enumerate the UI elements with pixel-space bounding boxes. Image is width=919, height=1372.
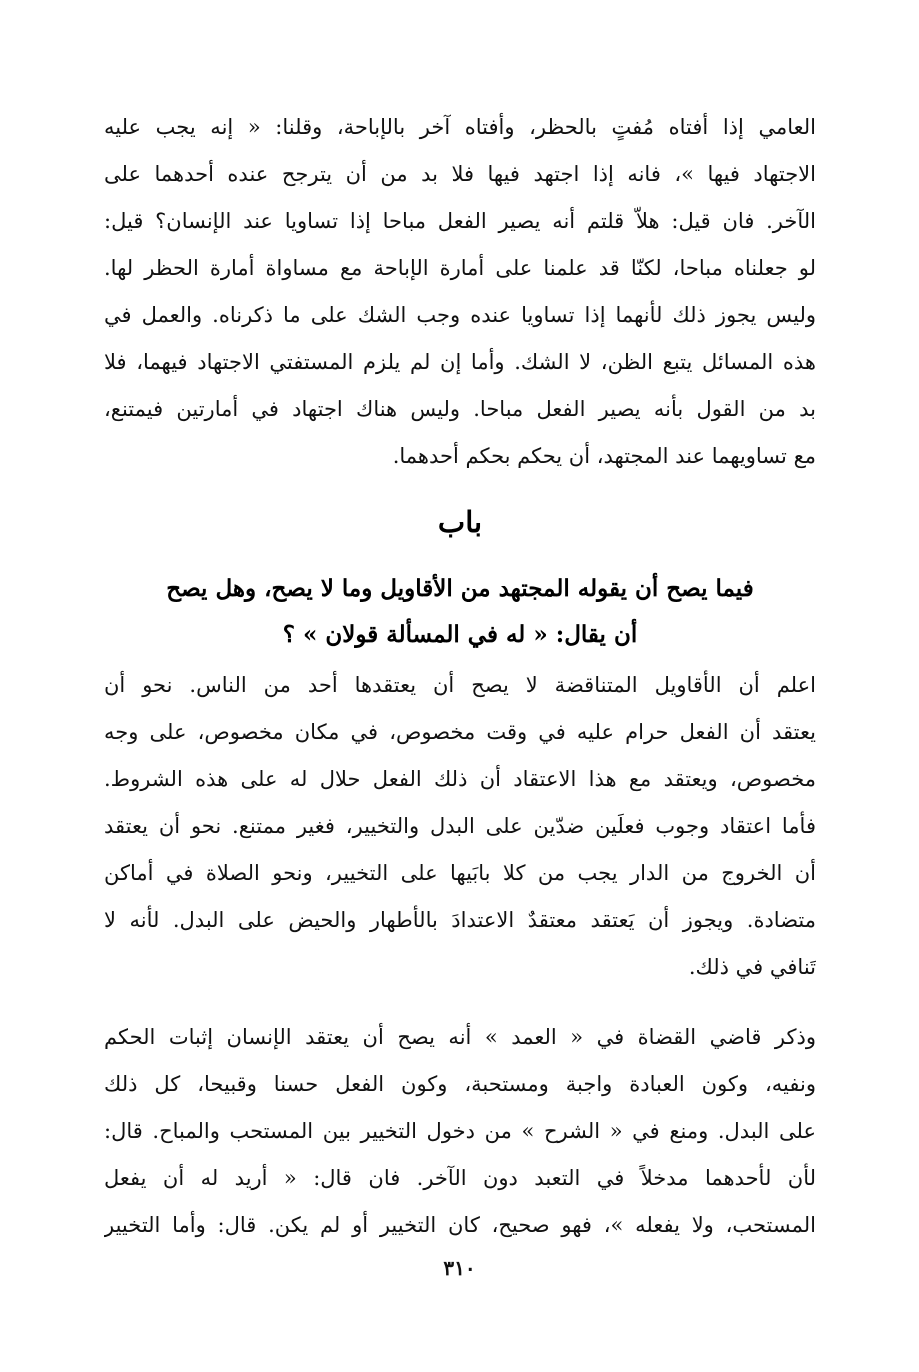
text-line: الاجتهاد فيها »، فانه إذا اجتهد فيها فلا بد من أن يترجح عنده أحدهما على xyxy=(104,162,816,186)
text-line: فأما اعتقاد وجوب فعلَين ضدّين على البدل والتخيير، فغير ممتنع. نحو أن يعتقد xyxy=(104,814,816,838)
text-line: الآخر. فان قيل: هلاّ قلتم أنه يصير الفعل مباحا إذا تساويا عند الإنسان؟ قيل: xyxy=(104,209,816,233)
text-line: مع تساويهما عند المجتهد، أن يحكم بحكم أحدهما. xyxy=(392,444,816,468)
text-line: اعلم أن الأقاويل المتناقضة لا يصح أن يعتقدها أحد من الناس. نحو أن xyxy=(104,673,816,697)
subtitle-line: فيما يصح أن يقوله المجتهد من الأقاويل وما لا يصح، وهل يصح xyxy=(166,575,754,602)
text-line: وليس يجوز ذلك لأنهما إذا تساويا عنده وجب الشك على ما ذكرناه. والعمل في xyxy=(104,303,816,327)
paragraph-1 xyxy=(104,104,816,480)
text-line: أن الخروج من الدار يجب من كلا بابَيها على التخيير، ونحو الصلاة في أماكن xyxy=(104,861,816,885)
subtitle-line: أن يقال: « له في المسألة قولان » ؟ xyxy=(282,621,638,648)
section-heading: باب xyxy=(437,505,483,539)
paragraph-2 xyxy=(104,662,816,991)
text-line: بد من القول بأنه يصير الفعل مباحا. وليس هناك اجتهاد في أمارتين فيمتنع، xyxy=(104,397,816,421)
section-subtitle xyxy=(104,566,816,658)
paragraph-3 xyxy=(104,1014,816,1249)
text-line: متضادة. ويجوز أن يَعتقد معتقدٌ الاعتدادَ بالأطهار والحيض على البدل. لأنه لا xyxy=(104,908,816,932)
text-line: هذه المسائل يتبع الظن، لا الشك. وأما إن لم يلزم المستفتي الاجتهاد فيهما، فلا xyxy=(104,350,816,374)
page-number: ٣١٠ xyxy=(443,1256,476,1280)
text-line: مخصوص، ويعتقد مع هذا الاعتقاد أن ذلك الفعل حلال له على هذه الشروط. xyxy=(104,767,816,791)
text-line: لأن لأحدهما مدخلاً في التعبد دون الآخر. فان قال: « أريد له أن يفعل xyxy=(104,1166,816,1190)
text-line: على البدل. ومنع في « الشرح » من دخول التخيير بين المستحب والمباح. قال: xyxy=(104,1119,816,1143)
text-line: وذكر قاضي القضاة في « العمد » أنه يصح أن يعتقد الإنسان إثبات الحكم xyxy=(104,1025,816,1049)
text-line: تَنافي في ذلك. xyxy=(688,955,816,979)
text-line: المستحب، ولا يفعله »، فهو صحيح، كان التخيير أو لم يكن. قال: وأما التخيير xyxy=(104,1213,816,1237)
text-line: ونفيه، وكون العبادة واجبة ومستحبة، وكون الفعل حسنا وقبيحا، كل ذلك xyxy=(104,1072,816,1096)
text-line: لو جعلناه مباحا، لكنّا قد علمنا على أمارة الإباحة مع مساواة أمارة الحظر لها. xyxy=(104,256,816,280)
text-line: العامي إذا أفتاه مُفتٍ بالحظر، وأفتاه آخر بالإباحة، وقلنا: « إنه يجب عليه xyxy=(104,115,816,139)
text-line: يعتقد أن الفعل حرام عليه في وقت مخصوص، في مكان مخصوص، على وجه xyxy=(104,720,816,744)
